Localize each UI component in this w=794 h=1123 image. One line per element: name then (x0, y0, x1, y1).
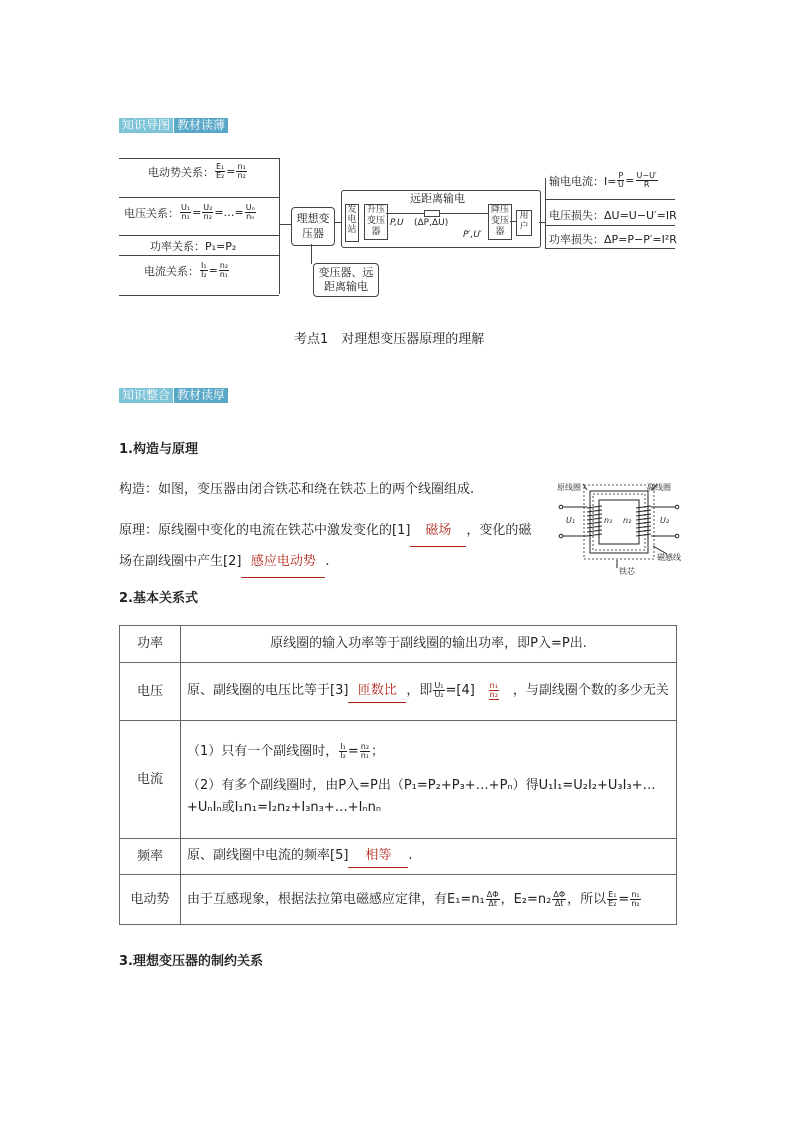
power-station-box: 发电站 (345, 204, 359, 242)
voltage-loss: 电压损失：ΔU=U−U′=IR (549, 209, 677, 222)
secondary-coil-label: 副线圈 (647, 483, 671, 492)
primary-coil-label: 原线圈 (557, 483, 581, 492)
table-row (120, 663, 677, 721)
knowledge-map-tag (119, 118, 228, 133)
tag-textbook-thick: 教材读厚 (174, 388, 228, 403)
resistor-icon (424, 210, 440, 217)
row-value-emf: 由于互感现象，根据法拉第电磁感应定律，有E₁=n₁ $\frac{\Delta\Phi}{\Delta t}$ ，E₂=n₂ $\frac{\Delta\Phi}{\Delta t}$ ，所以 $\frac{\text{E₁}}{\text{E₂}}$ = $\frac{\text{n₁}}{\text{n₂}}$ (181, 875, 677, 925)
n1-label: n₁ (604, 516, 613, 525)
u1-label: U₁ (566, 516, 576, 525)
u2-label: U₂ (660, 516, 670, 525)
transformer-transmission-box: 变压器、远距离输电 (313, 263, 379, 297)
answer-5: 相等 (348, 845, 408, 868)
power-relation: 功率关系：P₁=P₂ (150, 240, 237, 253)
core-label: 铁芯 (619, 567, 635, 576)
multi-coil-text: （2）有多个副线圈时，由P入=P出（P₁=P₂+P₃+…+Pₙ）得U₁I₁=U₂I₂+U₃I₃+…+UₙIₙ或I₁n₁=I₂n₂+I₃n₃+…+Iₙnₙ (187, 777, 656, 815)
pu-label: P,U (390, 218, 404, 228)
relations-table (119, 625, 677, 925)
answer-3: 匝数比 (348, 680, 406, 703)
user-box: 用户 (516, 210, 532, 236)
answer-1: 磁场 (410, 516, 466, 547)
row-value-frequency: 原、副线圈中电流的频率[5] 相等 . (181, 839, 677, 875)
row-value-power: 原线圈的输入功率等于副线圈的输出功率，即P入=P出. (181, 626, 677, 663)
answer-4: $\frac{\text{n₁}}{\text{n₂}}$ (489, 680, 498, 699)
principle-text: 原理：原线圈中变化的电流在铁芯中激发变化的[1] 磁场 ，变化的磁场在副线圈中产生[2] 感应电动势 . (119, 516, 539, 578)
tag-knowledge-map: 知识导图 (119, 118, 173, 133)
table-row (120, 875, 677, 925)
row-value-voltage: 原、副线圈的电压比等于[3] 匝数比 ，即 $\frac{\text{U₁}}{\text{U₂}}$ =[4] $\frac{\text{n₁}}{\text{n₂}}$ ，与副线圈个数的多少无关 (181, 663, 677, 721)
tag-textbook-thin: 教材读薄 (174, 118, 228, 133)
voltage-relation: 电压关系： $\frac{\text{U₁}}{\text{n₁}}$ = $\frac{\text{U₂}}{\text{n₂}}$ =…= $\frac{\text{Uₙ}}{\text{nₙ}}$ (124, 203, 255, 221)
transmission-current: 输电电流：I= $\frac{P}{U}$ = $\frac{U-U'}{R}$ (549, 171, 657, 189)
transmission-title: 远距离输电 (410, 192, 465, 205)
step-down-box: 降压变压器 (488, 204, 512, 240)
section1-heading: 1.构造与原理 (119, 442, 198, 457)
structure-text: 构造：如图，变压器由闭合铁芯和绕在铁芯上的两个线圈组成. (119, 482, 475, 497)
emf-relation: 电动势关系： $\frac{\text{E₁}}{\text{E₂}}$ = $\frac{\text{n₁}}{\text{n₂}}$ (148, 162, 246, 180)
row-key-emf: 电动势 (120, 875, 181, 925)
section2-heading: 2.基本关系式 (119, 591, 198, 606)
row-key-frequency: 频率 (120, 839, 181, 875)
step-up-box: 升压变压器 (364, 204, 388, 240)
section3-heading: 3.理想变压器的制约关系 (119, 954, 263, 969)
knowledge-integration-tag (119, 388, 228, 403)
row-key-current: 电流 (120, 721, 181, 839)
loss-label: (ΔP,ΔU) (414, 218, 449, 228)
row-key-voltage: 电压 (120, 663, 181, 721)
pu2-label: P′,U′ (463, 230, 482, 240)
row-key-power: 功率 (120, 626, 181, 663)
flux-label: 磁感线 (657, 553, 681, 562)
ideal-transformer-box: 理想变压器 (291, 207, 335, 246)
table-row (120, 721, 677, 839)
n2-label: n₂ (623, 516, 632, 525)
answer-2: 感应电动势 (241, 547, 325, 578)
power-loss: 功率损失：ΔP=P−P′=I²R (549, 233, 677, 246)
table-row (120, 839, 677, 875)
tag-knowledge-integration: 知识整合 (119, 388, 173, 403)
table-row (120, 626, 677, 663)
current-relation: 电流关系： $\frac{\text{I₁}}{\text{I₂}}$ = $\frac{\text{n₂}}{\text{n₁}}$ (144, 261, 229, 279)
transformer-figure (557, 480, 683, 576)
topic-title: 考点1 对理想变压器原理的理解 (294, 332, 485, 347)
row-value-current: （1）只有一个副线圈时， $\frac{\text{I₁}}{\text{I₂}}$ = $\frac{\text{n₂}}{\text{n₁}}$ ； （2）有多个副线圈时，由P入=P出（P₁=P₂+P₃+…+Pₙ）得U₁I₁=U₂I₂+U₃I₃+…+UₙIₙ或I₁n₁=I₂n₂+I₃n₃+…+Iₙnₙ (181, 721, 677, 839)
